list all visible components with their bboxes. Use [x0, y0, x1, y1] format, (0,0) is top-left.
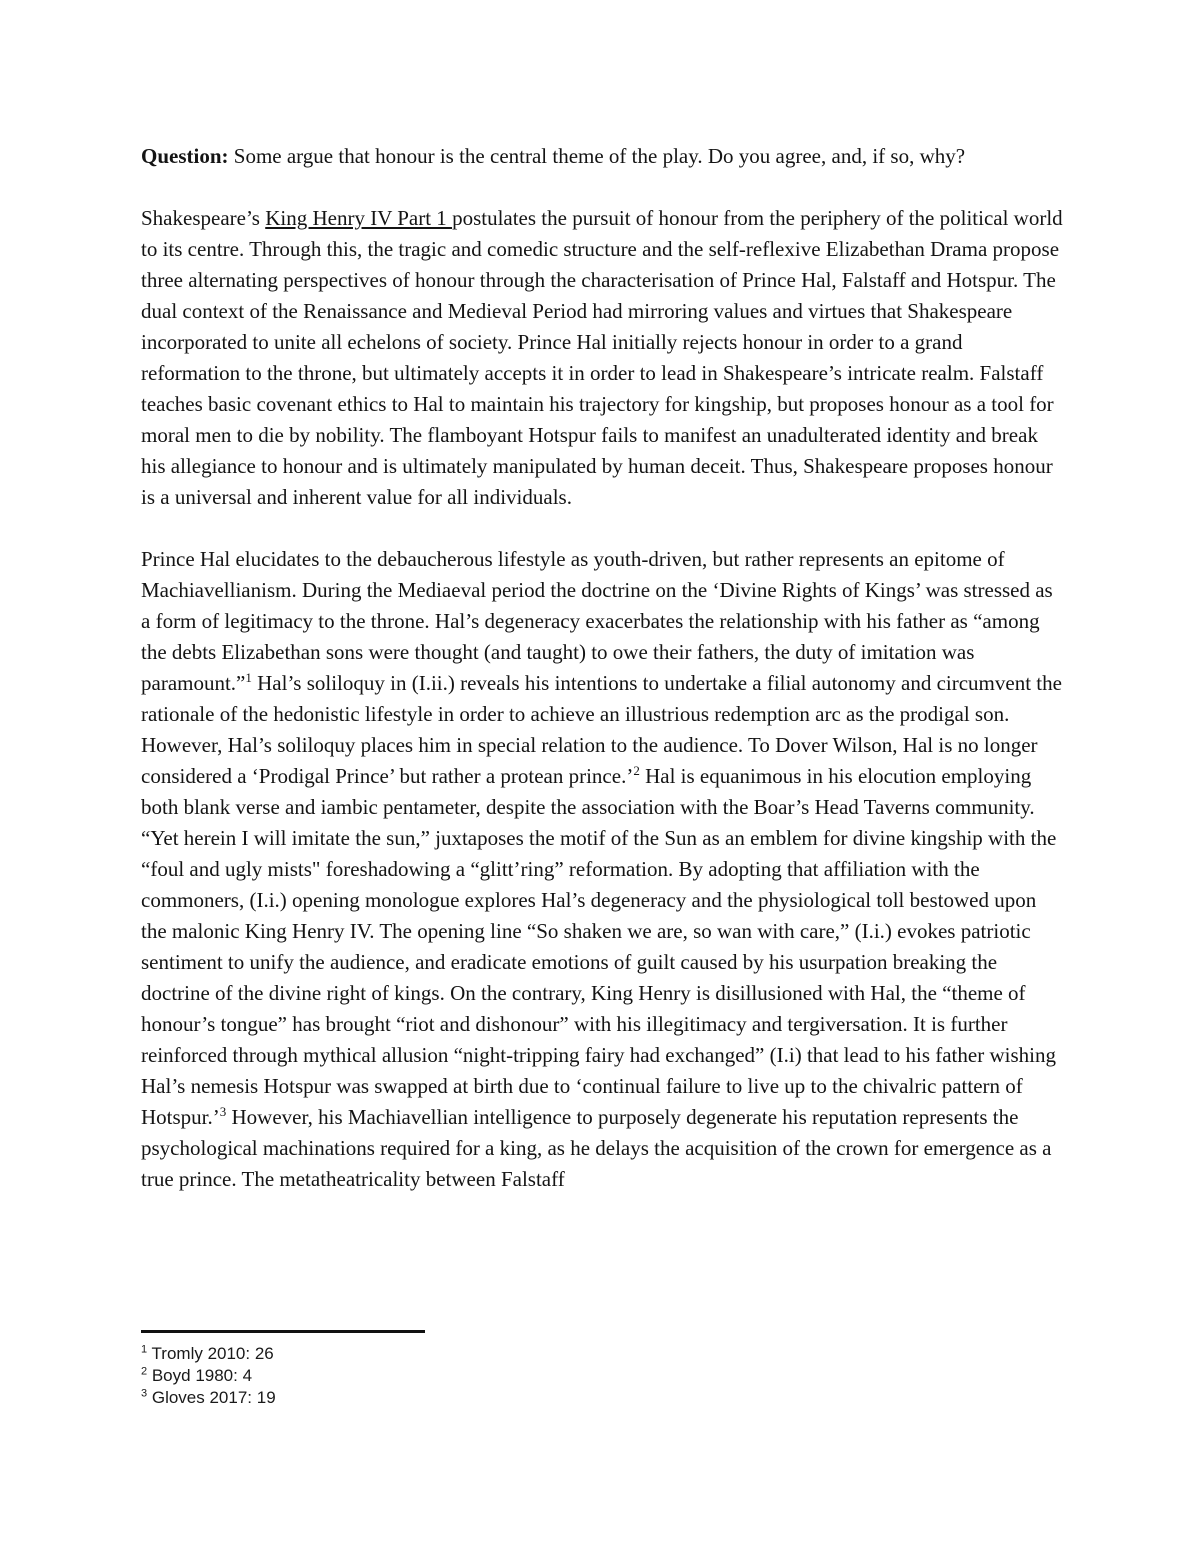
- body-paragraph: [141, 544, 1063, 1195]
- footnote-separator: [141, 1330, 425, 1333]
- body-text-3: Hal is equanimous in his elocution employing both blank verse and iambic pentameter, despite the association with the Boar’s Head Taverns community. “Yet herein I will imitate the sun,” juxtaposes the motif of the Sun as an emblem for divine kingship with the “foul and ugly mists" foreshadowing a “glitt’ring” reformation. By adopting that affiliation with the commoners, (I.i.) opening monologue explores Hal’s degeneracy and the physiological toll bestowed upon the malonic King Henry IV. The opening line “So shaken we are, so wan with care,” (I.i.) evokes patriotic sentiment to unify the audience, and eradicate emotions of guilt caused by his usurpation breaking the doctrine of the divine right of kings. On the contrary, King Henry is disillusioned with Hal, the “theme of honour’s tongue” has brought “riot and dishonour” with his illegitimacy and tergiversation. It is further reinforced through mythical allusion “night-tripping fairy had exchanged” (I.i) that lead to his father wishing Hal’s nemesis Hotspur was swapped at birth due to ‘continual failure to live up to the chivalric pattern of Hotspur.’: [141, 764, 1057, 1129]
- footnotes: [141, 1343, 276, 1409]
- footnote-number: 2: [141, 1365, 148, 1378]
- body-text-1: Prince Hal elucidates to the debaucherous lifestyle as youth-driven, but rather represents an epitome of Machiavellianism. During the Mediaeval period the doctrine on the ‘Divine Rights of Kings’ was stressed as a form of legitimacy to the throne. Hal’s degeneracy exacerbates the relationship with his father as “among the debts Elizabethan sons were thought (and taught) to owe their fathers, the duty of imitation was paramount.”: [141, 547, 1053, 695]
- question-label: Question:: [141, 144, 229, 168]
- play-title: King Henry IV Part 1: [265, 206, 453, 230]
- body-text-2: Hal’s soliloquy in (I.ii.) reveals his intentions to undertake a filial autonomy and circumvent the rationale of the hedonistic lifestyle in order to achieve an illustrious redemption arc as the prodigal son. However, Hal’s soliloquy places him in special relation to the audience. To Dover Wilson, Hal is no longer considered a ‘Prodigal Prince’ but rather a protean prince.’: [141, 671, 1062, 788]
- intro-paragraph: [141, 203, 1063, 513]
- question-text: Some argue that honour is the central theme of the play. Do you agree, and, if so, why?: [228, 144, 966, 168]
- footnote-1: [141, 1343, 276, 1365]
- footnote-ref-3: 3: [219, 1104, 227, 1119]
- footnote-2: [141, 1365, 276, 1387]
- footnote-number: 1: [141, 1343, 148, 1356]
- intro-text: postulates the pursuit of honour from the periphery of the political world to its centre. Through this, the tragic and comedic structure and the self-reflexive Elizabethan Drama propose three alternating perspectives of honour through the characterisation of Prince Hal, Falstaff and Hotspur. The dual context of the Renaissance and Medieval Period had mirroring values and virtues that Shakespeare incorporated to unite all echelons of society. Prince Hal initially rejects honour in order to a grand reformation to the throne, but ultimately accepts it in order to lead in Shakespeare’s intricate realm. Falstaff teaches basic covenant ethics to Hal to maintain his trajectory for kingship, but proposes honour as a tool for moral men to die by nobility. The flamboyant Hotspur fails to manifest an unadulterated identity and break his allegiance to honour and is ultimately manipulated by human deceit. Thus, Shakespeare proposes honour is a universal and inherent value for all individuals.: [141, 206, 1063, 509]
- question-paragraph: [141, 141, 1063, 172]
- footnote-number: 3: [141, 1387, 148, 1400]
- body-text-4: However, his Machiavellian intelligence to purposely degenerate his reputation represents the psychological machinations required for a king, as he delays the acquisition of the crown for emergence as a true prince. The metatheatricality between Falstaff: [141, 1105, 1052, 1191]
- footnote-text: Boyd 1980: 4: [147, 1366, 253, 1385]
- document-page: [141, 141, 1063, 1195]
- footnote-3: [141, 1387, 276, 1409]
- intro-lead: Shakespeare’s: [141, 206, 266, 230]
- footnote-ref-1: 1: [245, 670, 252, 685]
- footnote-text: Tromly 2010: 26: [147, 1344, 274, 1363]
- footnote-text: Gloves 2017: 19: [147, 1388, 276, 1407]
- footnote-ref-2: 2: [633, 763, 640, 778]
